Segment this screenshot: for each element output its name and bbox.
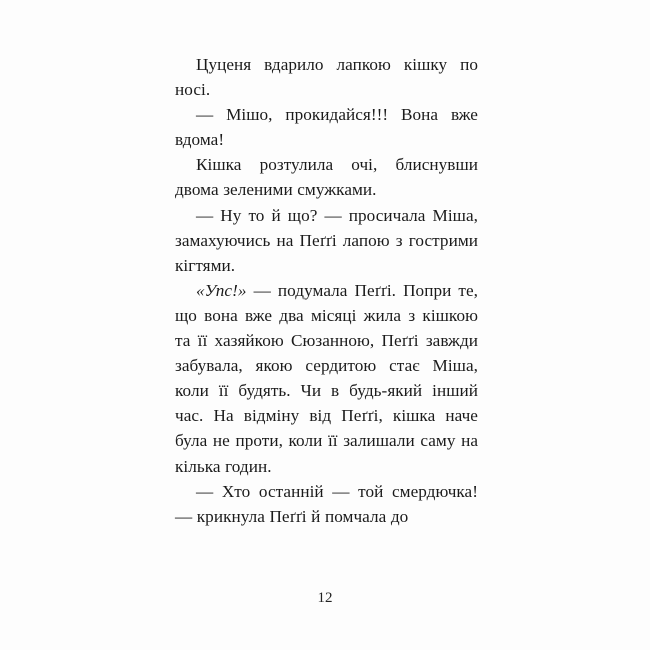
paragraph-6-text-after-name: й помчала до	[306, 506, 409, 526]
paragraph-1: Цуценя вдарило лапкою кішку по носі.	[175, 55, 478, 100]
paragraph-5-text-part-3: завжди забувала, якою сердитою стає Міша, коли її будять. Чи в будь-який інший час. На відміну від	[175, 331, 478, 426]
paragraph-5-text-part-4: , кішка наче була не проти, коли її залишали саму на кілька годин.	[175, 406, 478, 476]
page-text-block	[175, 52, 478, 529]
paragraph-2-dialogue: — Мішо, прокидайся!!! Вона вже вдома!	[175, 105, 478, 150]
paragraph-4-text-after-name: лапою з гострими кігтями.	[175, 230, 478, 275]
paragraph-6-text-before-name: — Хто останній — той смердючка! — крикнула	[175, 481, 478, 526]
character-name-peggi: Пеґґі	[341, 406, 379, 426]
paragraph-4-text-before-name: — Ну то й що? — просичала Міша, замахуючись на	[175, 205, 478, 250]
paragraph-5-text-part-1: — подумала	[246, 280, 355, 300]
paragraph-6-dialogue	[175, 479, 478, 529]
character-name-peggi: Пеґґі	[354, 280, 392, 300]
exclamation-ups: «Упс!»	[196, 280, 247, 300]
character-name-peggi: Пеґґі	[381, 331, 419, 351]
paragraph-5	[175, 278, 478, 479]
paragraph-3: Кішка розтулила очі, блиснувши двома зеленими смужками.	[175, 155, 478, 200]
paragraph-5-text-part-2: . Попри те, що вона вже два місяці жила з кішкою та її хазяйкою Сюзанною,	[175, 280, 478, 351]
page-number: 12	[317, 590, 333, 606]
character-name-peggi: Пеґґі	[299, 230, 337, 250]
paragraph-4-dialogue	[175, 203, 478, 278]
character-name-peggi: Пеґґі	[269, 506, 307, 526]
